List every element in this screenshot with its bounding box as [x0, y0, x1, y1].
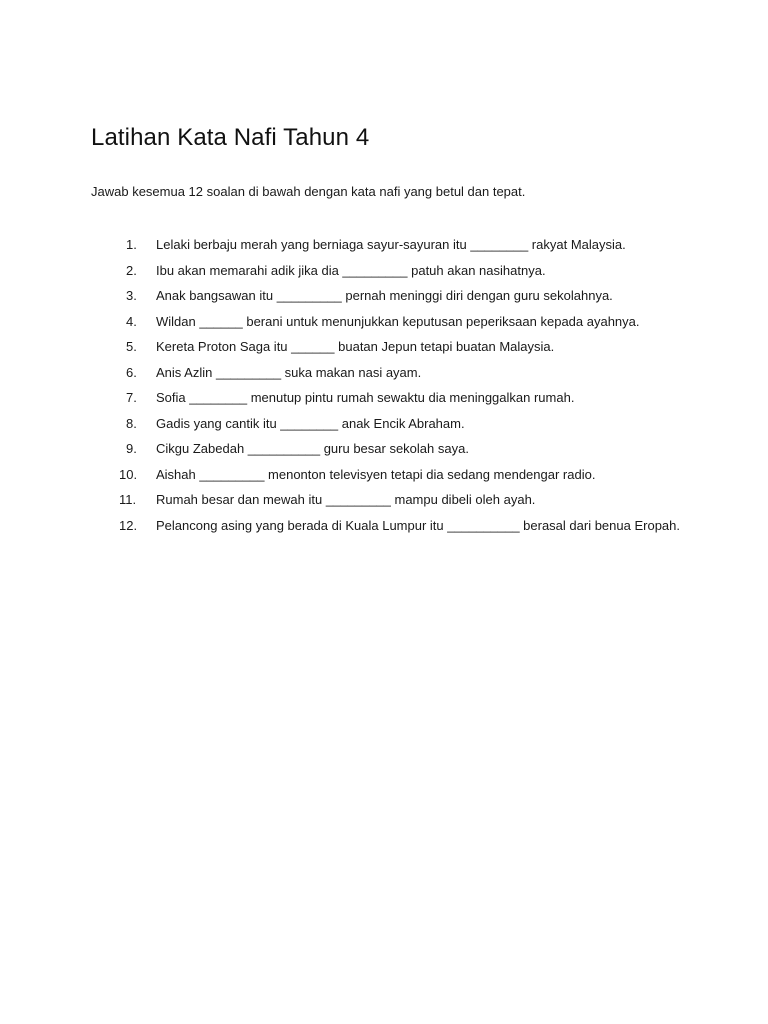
question-text: Lelaki berbaju merah yang berniaga sayur-sayuran itu ________ rakyat Malaysia.: [156, 237, 626, 252]
question-item: [0, 360, 768, 386]
question-item: [0, 309, 768, 335]
question-item: [0, 334, 768, 360]
question-number: 2.: [126, 262, 137, 278]
question-item: [0, 487, 768, 513]
question-number: 1.: [126, 237, 137, 252]
question-text: Sofia ________ menutup pintu rumah sewaktu dia meninggalkan rumah.: [156, 390, 575, 405]
question-text: Pelancong asing yang berada di Kuala Lumpur itu __________ berasal dari benua Eropah.: [156, 517, 680, 533]
question-number: 5.: [126, 339, 137, 354]
question-text: Cikgu Zabedah __________ guru besar sekolah saya.: [156, 441, 469, 456]
question-text: Anak bangsawan itu _________ pernah meninggi diri dengan guru sekolahnya.: [156, 288, 613, 303]
question-text: Aishah _________ menonton televisyen tetapi dia sedang mendengar radio.: [156, 466, 596, 482]
question-number: 4.: [126, 313, 137, 329]
question-item: [0, 462, 768, 488]
question-item: [0, 258, 768, 284]
question-text: Kereta Proton Saga itu ______ buatan Jepun tetapi buatan Malaysia.: [156, 339, 555, 354]
question-text: Anis Azlin _________ suka makan nasi ayam.: [156, 364, 422, 380]
question-number: 6.: [126, 364, 137, 380]
question-number: 3.: [126, 288, 137, 303]
question-number: 10.: [119, 466, 138, 482]
question-text: Rumah besar dan mewah itu _________ mampu dibeli oleh ayah.: [156, 492, 536, 507]
question-item: [0, 283, 768, 309]
question-number: 12.: [119, 517, 138, 533]
question-number: 7.: [126, 390, 137, 405]
instruction-text: Jawab kesemua 12 soalan di bawah dengan kata nafi yang betul dan tepat.: [91, 184, 526, 199]
question-item: [0, 232, 768, 258]
question-text: Gadis yang cantik itu ________ anak Encik Abraham.: [156, 415, 465, 431]
question-item: [0, 385, 768, 411]
question-item: [0, 436, 768, 462]
question-item: [0, 513, 768, 539]
page-title: Latihan Kata Nafi Tahun 4: [91, 124, 370, 151]
question-number: 11.: [119, 492, 137, 507]
question-list: [0, 232, 768, 538]
question-number: 8.: [126, 415, 137, 431]
question-text: Wildan ______ berani untuk menunjukkan keputusan peperiksaan kepada ayahnya.: [156, 313, 640, 329]
question-number: 9.: [126, 441, 137, 456]
question-text: Ibu akan memarahi adik jika dia _________ patuh akan nasihatnya.: [156, 262, 546, 278]
question-item: [0, 411, 768, 437]
